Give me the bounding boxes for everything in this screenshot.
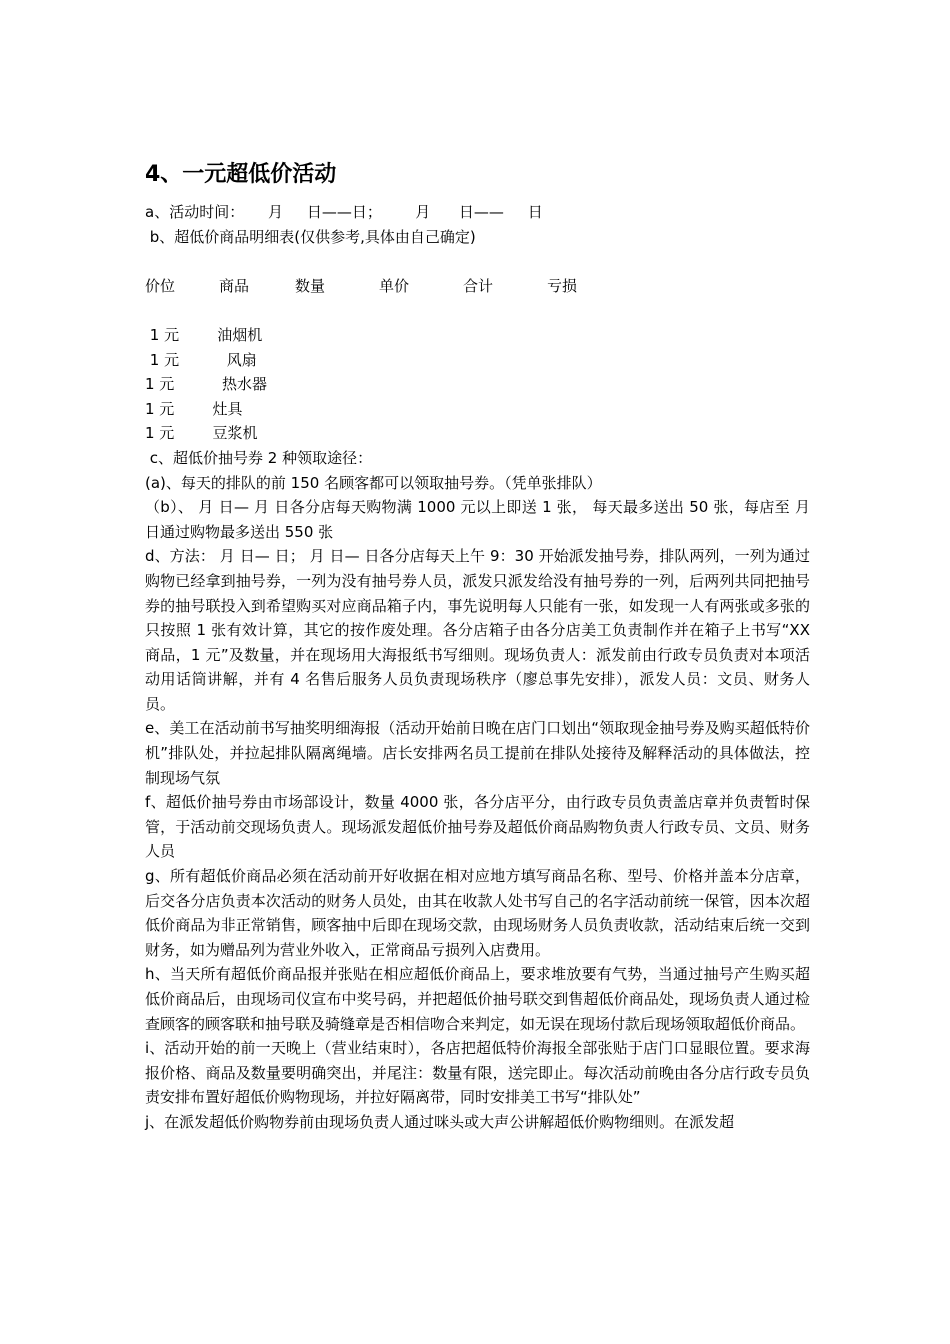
header-quantity: 数量 <box>295 276 326 295</box>
product-list-heading: b、超低价商品明细表(仅供参考,具体由自己确定) <box>145 227 476 246</box>
paragraph-g: g、所有超低价商品必须在活动前开好收据在相对应地方填写商品名称、型号、价格并盖本分店章，后交各分店负责本次活动的财务人员处，由其在收款人处书写自己的名字活动前统一保管，因本次超低价商品为非正常销售，顾客抽中后即在现场交款，由现场财务人员负责收款，活动结束后统一交到财务，如为赠品列为营业外收入，正常商品亏损列入店费用。 <box>145 867 810 959</box>
section-title: 4、一元超低价活动 <box>145 162 337 187</box>
list-item: 1 元 豆浆机 <box>145 424 258 443</box>
header-product: 商品 <box>219 276 250 295</box>
spacer <box>145 249 810 274</box>
table-header-row <box>145 274 810 299</box>
paragraph-d-method: d、方法： 月 日— 日； 月 日— 日各分店每天上午 9：30 开始派发抽号券，排队两列，一列为通过购物已经拿到抽号券，一列为没有抽号券人员，派发只派发给没有抽号券的一列，后两列共同把抽号券的抽号联投入到希望购买对应商品箱子内，事先说明每人只能有一张，如发现一人有两张或多张的只按照 1 张有效计算，其它的按作废处理。各分店箱子由各分店美工负责制作并在箱子上书写“XX 商品，1 元”及数量，并在现场用大海报纸书写细则。现场负责人：派发前由行政专员负责对本项活动用话筒讲解，并有 4 名售后服务人员负责现场秩序（廖总事先安排），派发人员：文员、财务人员。 <box>145 547 810 713</box>
paragraph-e: e、美工在活动前书写抽奖明细海报（活动开始前日晚在店门口划出“领取现金抽号券及购买超低特价机”排队处，并拉起排队隔离绳墙。店长安排两名员工提前在排队处接待及解释活动的具体做法，控制现场气氛 <box>145 719 810 787</box>
paragraph-f: f、超低价抽号券由市场部设计，数量 4000 张，各分店平分，由行政专员负责盖店章并负责暂时保管，于活动前交现场负责人。现场派发超低价抽号券及超低价商品购物负责人行政专员、文员、财务人员 <box>145 793 810 861</box>
paragraph-i: i、活动开始的前一天晚上（营业结束时），各店把超低特价海报全部张贴于店门口显眼位置。要求海报价格、商品及数量要明确突出，并尾注：数量有限，送完即止。每次活动前晚由各分店行政专员负责安排布置好超低价购物现场，并拉好隔离带，同时安排美工书写“排队处” <box>145 1039 810 1107</box>
list-item: 1 元 灶具 <box>145 399 243 418</box>
list-item: 1 元 油烟机 <box>145 325 263 344</box>
coupon-way-a: (a)、每天的排队的前 150 名顾客都可以领取抽号券。（凭单张排队） <box>145 473 602 492</box>
header-price-level: 价位 <box>145 276 176 295</box>
paragraph-h: h、当天所有超低价商品报并张贴在相应超低价商品上，要求堆放要有气势，当通过抽号产生购买超低价商品后，由现场司仪宣布中奖号码，并把超低价抽号联交到售超低价商品处，现场负责人通过检查顾客的顾客联和抽号联及骑缝章是否相信吻合来判定，如无误在现场付款后现场领取超低价商品。 <box>145 965 810 1033</box>
header-unit-price: 单价 <box>379 276 410 295</box>
list-item: 1 元 热水器 <box>145 375 267 394</box>
header-loss: 亏损 <box>547 276 578 295</box>
spacer <box>145 298 810 323</box>
activity-time-line: a、活动时间： 月 日——日； 月 日—— 日 <box>145 203 543 221</box>
document-page <box>145 160 810 1135</box>
list-item: 1 元 风扇 <box>145 350 257 369</box>
coupon-way-b: （b）、 月 日— 月 日各分店每天购物满 1000 元以上即送 1 张， 每天最多送出 50 张，每店至 月 日通过购物最多送出 550 张 <box>145 498 810 541</box>
coupon-ways-heading: c、超低价抽号券 2 种领取途径： <box>145 448 373 467</box>
paragraph-j: j、在派发超低价购物券前由现场负责人通过咪头或大声公讲解超低价购物细则。在派发超 <box>145 1112 735 1131</box>
header-total: 合计 <box>463 276 494 295</box>
